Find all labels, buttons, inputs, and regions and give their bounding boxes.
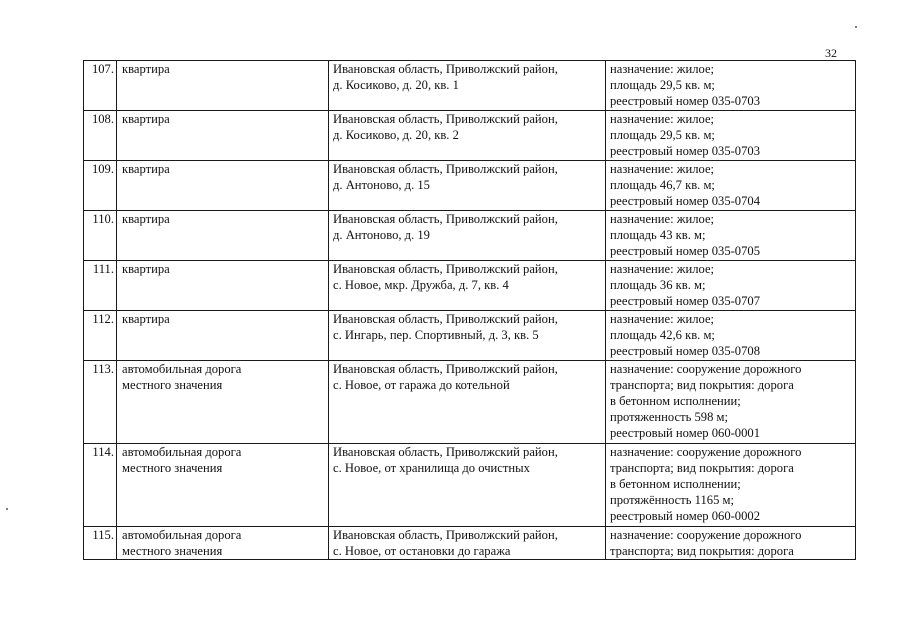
object-name-line: квартира xyxy=(122,312,170,326)
characteristics-line: назначение: жилое; xyxy=(610,212,715,226)
table-row xyxy=(84,161,856,211)
address-line: с. Новое, от гаража до котельной xyxy=(333,378,510,393)
characteristics-line: назначение: жилое; xyxy=(610,312,715,326)
object-name-line: квартира xyxy=(122,262,170,276)
scan-speck xyxy=(6,508,8,510)
characteristics-line: реестровый номер 035-0707 xyxy=(610,294,760,309)
characteristics-line: протяжённость 1165 м; xyxy=(610,493,735,508)
characteristics-line: назначение: сооружение дорожного xyxy=(610,445,802,459)
characteristics-line: реестровый номер 035-0708 xyxy=(610,344,760,359)
characteristics-line: транспорта; вид покрытия: дорога xyxy=(610,378,794,393)
characteristics-line: транспорта; вид покрытия: дорога xyxy=(610,544,794,559)
object-name-cell xyxy=(117,61,329,111)
characteristics-cell xyxy=(606,311,856,361)
characteristics-line: реестровый номер 060-0001 xyxy=(610,426,760,441)
characteristics-line: реестровый номер 035-0703 xyxy=(610,144,760,159)
address-line: Ивановская область, Приволжский район, xyxy=(333,312,558,326)
object-name-line: квартира xyxy=(122,62,170,76)
characteristics-cell xyxy=(606,211,856,261)
address-line: с. Новое, от остановки до гаража xyxy=(333,544,511,559)
row-number-cell: 112. xyxy=(84,311,117,361)
address-line: Ивановская область, Приволжский район, xyxy=(333,262,558,276)
row-number-cell: 114. xyxy=(84,444,117,527)
row-number-cell: 111. xyxy=(84,261,117,311)
characteristics-line: реестровый номер 035-0705 xyxy=(610,244,760,259)
characteristics-line: в бетонном исполнении; xyxy=(610,477,741,492)
object-name-line: местного значения xyxy=(122,461,223,476)
table-row xyxy=(84,361,856,444)
table-row xyxy=(84,527,856,560)
address-cell xyxy=(329,527,606,560)
table-row xyxy=(84,261,856,311)
address-line: Ивановская область, Приволжский район, xyxy=(333,112,558,126)
characteristics-cell xyxy=(606,361,856,444)
table-row xyxy=(84,444,856,527)
object-name-cell xyxy=(117,161,329,211)
property-registry-table xyxy=(83,60,856,560)
address-line: Ивановская область, Приволжский район, xyxy=(333,528,558,542)
table-row xyxy=(84,111,856,161)
characteristics-line: назначение: сооружение дорожного xyxy=(610,528,802,542)
row-number-cell: 115. xyxy=(84,527,117,560)
address-cell xyxy=(329,161,606,211)
scan-speck xyxy=(855,26,857,28)
object-name-cell xyxy=(117,361,329,444)
characteristics-line: реестровый номер 035-0703 xyxy=(610,94,760,109)
characteristics-cell xyxy=(606,111,856,161)
characteristics-line: площадь 29,5 кв. м; xyxy=(610,78,715,93)
object-name-line: автомобильная дорога xyxy=(122,445,242,459)
object-name-line: автомобильная дорога xyxy=(122,528,242,542)
address-line: д. Косиково, д. 20, кв. 1 xyxy=(333,78,459,93)
row-number-cell: 113. xyxy=(84,361,117,444)
characteristics-line: площадь 29,5 кв. м; xyxy=(610,128,715,143)
address-cell xyxy=(329,311,606,361)
object-name-line: квартира xyxy=(122,212,170,226)
characteristics-line: назначение: жилое; xyxy=(610,62,715,76)
characteristics-line: назначение: жилое; xyxy=(610,262,715,276)
characteristics-line: в бетонном исполнении; xyxy=(610,394,741,409)
address-line: Ивановская область, Приволжский район, xyxy=(333,162,558,176)
registry-table-body xyxy=(84,61,856,560)
address-cell xyxy=(329,61,606,111)
address-cell xyxy=(329,361,606,444)
object-name-line: квартира xyxy=(122,112,170,126)
address-line: с. Новое, от хранилища до очистных xyxy=(333,461,530,476)
characteristics-cell xyxy=(606,527,856,560)
characteristics-line: реестровый номер 060-0002 xyxy=(610,509,760,524)
address-line: д. Антоново, д. 19 xyxy=(333,228,430,243)
characteristics-cell xyxy=(606,161,856,211)
characteristics-line: площадь 46,7 кв. м; xyxy=(610,178,715,193)
characteristics-cell xyxy=(606,61,856,111)
address-cell xyxy=(329,261,606,311)
object-name-cell xyxy=(117,527,329,560)
address-line: Ивановская область, Приволжский район, xyxy=(333,445,558,459)
address-line: с. Новое, мкр. Дружба, д. 7, кв. 4 xyxy=(333,278,509,293)
row-number-cell: 107. xyxy=(84,61,117,111)
address-cell xyxy=(329,111,606,161)
characteristics-cell xyxy=(606,261,856,311)
address-line: Ивановская область, Приволжский район, xyxy=(333,362,558,376)
object-name-cell xyxy=(117,111,329,161)
table-row xyxy=(84,311,856,361)
table-row xyxy=(84,61,856,111)
object-name-line: автомобильная дорога xyxy=(122,362,242,376)
characteristics-line: протяженность 598 м; xyxy=(610,410,729,425)
address-line: д. Косиково, д. 20, кв. 2 xyxy=(333,128,459,143)
characteristics-line: транспорта; вид покрытия: дорога xyxy=(610,461,794,476)
characteristics-line: назначение: сооружение дорожного xyxy=(610,362,802,376)
address-cell xyxy=(329,211,606,261)
characteristics-line: назначение: жилое; xyxy=(610,162,715,176)
characteristics-line: назначение: жилое; xyxy=(610,112,715,126)
object-name-line: местного значения xyxy=(122,544,223,559)
object-name-cell xyxy=(117,311,329,361)
table-row xyxy=(84,211,856,261)
address-cell xyxy=(329,444,606,527)
address-line: Ивановская область, Приволжский район, xyxy=(333,212,558,226)
object-name-line: квартира xyxy=(122,162,170,176)
characteristics-line: площадь 42,6 кв. м; xyxy=(610,328,715,343)
object-name-line: местного значения xyxy=(122,378,223,393)
characteristics-line: площадь 36 кв. м; xyxy=(610,278,706,293)
object-name-cell xyxy=(117,444,329,527)
characteristics-cell xyxy=(606,444,856,527)
row-number-cell: 109. xyxy=(84,161,117,211)
address-line: с. Ингарь, пер. Спортивный, д. 3, кв. 5 xyxy=(333,328,539,343)
object-name-cell xyxy=(117,211,329,261)
object-name-cell xyxy=(117,261,329,311)
row-number-cell: 108. xyxy=(84,111,117,161)
row-number-cell: 110. xyxy=(84,211,117,261)
address-line: Ивановская область, Приволжский район, xyxy=(333,62,558,76)
characteristics-line: площадь 43 кв. м; xyxy=(610,228,706,243)
characteristics-line: реестровый номер 035-0704 xyxy=(610,194,760,209)
address-line: д. Антоново, д. 15 xyxy=(333,178,430,193)
page-number: 32 xyxy=(825,46,837,60)
